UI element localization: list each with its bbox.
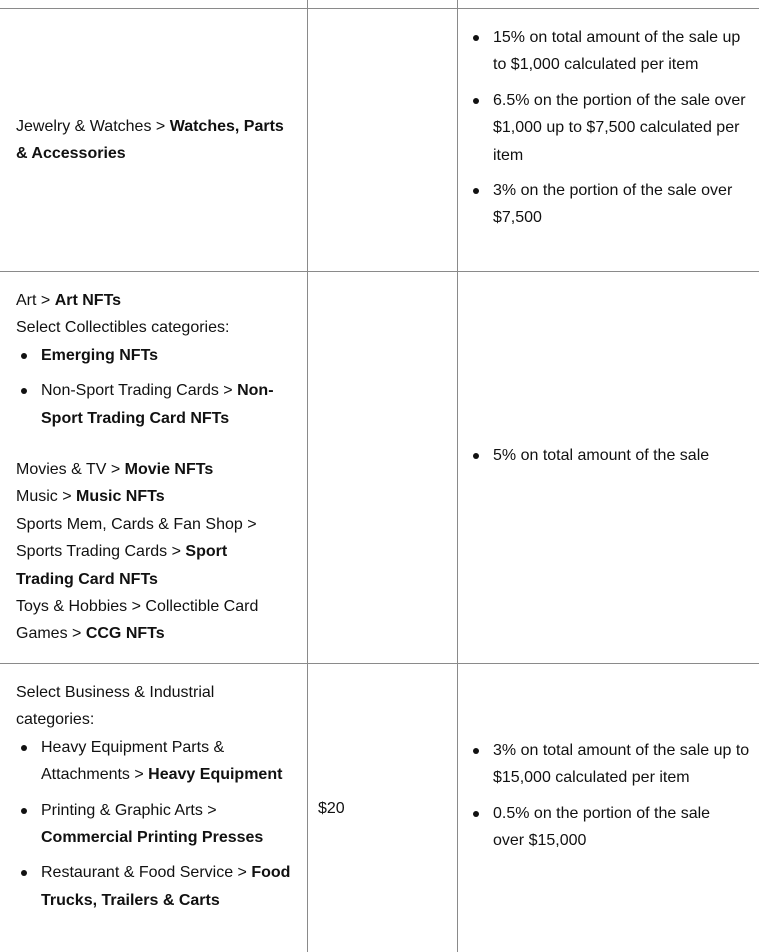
category-path: Toys & Hobbies > Collectible Card Games > [16,598,259,643]
fee-cell [468,442,753,469]
category-path: Heavy Equipment Parts & Attachments > [41,738,225,784]
category-name: Commercial Printing Presses [41,829,264,847]
category-line [16,511,281,593]
category-line [16,287,301,314]
category-name: Food Trucks, Trailers & Carts [41,864,291,909]
category-cell [16,679,301,914]
category-line: Select Collectibles categories: [16,319,230,337]
fee-item: 5% on total amount of the sale [468,442,753,469]
category-list [16,342,291,432]
column-divider [307,0,308,952]
category-line: Select Business & Industrial categories: [16,684,215,729]
row-divider [0,663,759,664]
fee-item: 15% on total amount of the sale up to $1,000 calculated per item [468,24,753,79]
category-path: Restaurant & Food Service > [41,864,252,882]
category-name: Music NFTs [76,488,165,506]
category-name: CCG NFTs [85,625,165,643]
fixed-fee-cell [318,795,448,822]
category-path: Movies & TV > [16,461,125,479]
category-line [16,456,301,483]
list-item [16,342,291,369]
fee-item: 3% on total amount of the sale up to $15,000 calculated per item [468,737,758,792]
category-name: Watches, Parts & Accessories [16,118,284,163]
fee-list [468,442,753,469]
row-divider [0,271,759,272]
category-line [16,483,301,510]
row-divider [0,8,759,9]
category-name: Heavy Equipment [148,766,283,784]
fee-list [468,737,758,855]
category-name: Movie NFTs [124,461,214,479]
list-item [16,377,291,432]
category-name: Art NFTs [54,292,122,309]
category-cell [16,287,301,648]
category-path: Jewelry & Watches > [16,118,170,135]
category-name: Sport Trading Card NFTs [16,543,228,588]
fee-list [468,24,753,232]
list-item [16,734,301,789]
category-path: Art > [16,292,55,309]
category-line [16,593,281,648]
category-path: Printing & Graphic Arts > [41,801,217,819]
fee-cell [468,24,753,232]
category-path: Music > [16,488,77,506]
category-name: Non-Sport Trading Card NFTs [41,382,274,427]
list-item [16,859,301,914]
category-path: Non-Sport Trading Cards > [41,382,238,400]
category-path: Sports Mem, Cards & Fan Shop > Sports Trading Cards > [16,515,257,561]
fee-cell [468,737,758,855]
fee-item: 0.5% on the portion of the sale over $15,000 [468,800,733,855]
list-item [16,797,301,852]
fee-item: 6.5% on the portion of the sale over $1,000 up to $7,500 calculated per item [468,87,753,169]
column-divider [457,0,458,952]
category-list [16,734,301,914]
category-cell [16,113,291,168]
fee-item: 3% on the portion of the sale over $7,500 [468,177,753,232]
fixed-fee-value: $20 [318,800,345,817]
category-name: Emerging NFTs [41,346,159,364]
